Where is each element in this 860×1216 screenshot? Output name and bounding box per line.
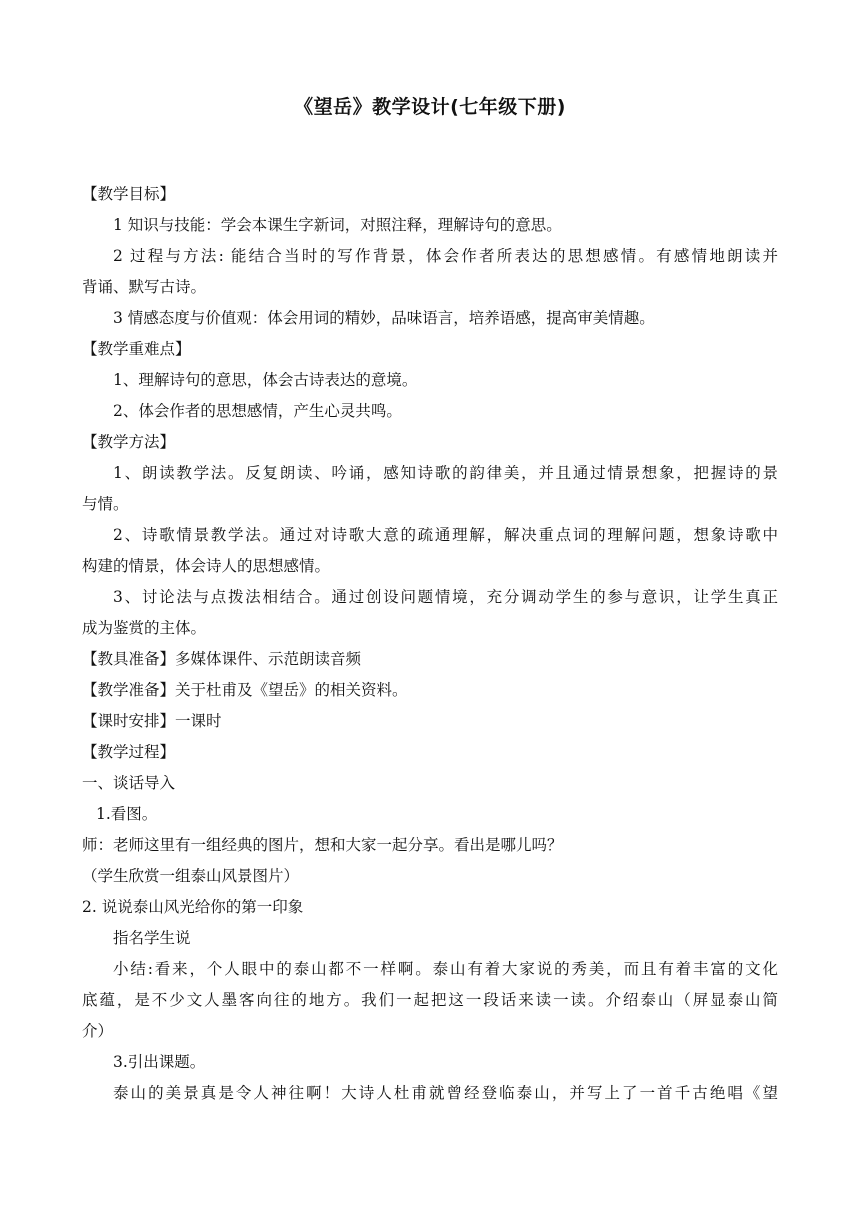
student-activity-note: （学生欣赏一组泰山风景图片） xyxy=(82,867,300,885)
key-point-1: 1、理解诗句的意思，体会古诗表达的意境。 xyxy=(113,371,418,389)
summary-paragraph-end: 介） xyxy=(82,1022,114,1040)
section-heading-process: 【教学过程】 xyxy=(82,743,176,761)
method-2: 2、诗歌情景教学法。通过对诗歌大意的疏通理解，解决重点词的理解问题，想象诗歌中 xyxy=(113,526,778,544)
section-heading-objectives: 【教学目标】 xyxy=(82,185,176,203)
method-3: 3、讨论法与点拨法相结合。通过创设问题情境，充分调动学生的参与意识，让学生真正 xyxy=(113,588,778,606)
teaching-preparation: 【教学准备】关于杜甫及《望岳》的相关资料。 xyxy=(82,681,408,699)
process-look-picture: 1.看图。 xyxy=(96,805,158,823)
objective-process-method-cont: 背诵、默写古诗。 xyxy=(82,278,207,296)
section-heading-methods: 【教学方法】 xyxy=(82,433,176,451)
process-first-impression: 2. 说说泰山风光给你的第一印象 xyxy=(82,898,304,916)
teacher-speech: 师：老师这里有一组经典的图片，想和大家一起分享。看出是哪儿吗？ xyxy=(82,836,563,854)
summary-paragraph: 小结:看来，个人眼中的泰山都不一样啊。泰山有着大家说的秀美，而且有着丰富的文化 xyxy=(113,960,778,978)
objective-knowledge-skills: 1 知识与技能：学会本课生字新词，对照注释，理解诗句的意思。 xyxy=(113,216,562,234)
class-schedule: 【课时安排】一课时 xyxy=(82,712,222,730)
call-students: 指名学生说 xyxy=(113,929,191,947)
process-step-intro: 一、谈话导入 xyxy=(82,774,176,792)
method-1: 1、朗读教学法。反复朗读、吟诵，感知诗歌的韵律美，并且通过情景想象，把握诗的景 xyxy=(113,464,778,482)
teaching-aids: 【教具准备】多媒体课件、示范朗读音频 xyxy=(82,650,362,668)
document-body xyxy=(82,179,778,1109)
section-heading-key-points: 【教学重难点】 xyxy=(82,340,191,358)
objective-emotion-values: 3 情感态度与价值观：体会用词的精妙，品味语言，培养语感，提高审美情趣。 xyxy=(113,309,655,327)
topic-paragraph: 泰山的美景真是令人神往啊！大诗人杜甫就曾经登临泰山，并写上了一首千古绝唱《望 xyxy=(113,1084,778,1102)
method-3-cont: 成为鉴赏的主体。 xyxy=(82,619,207,637)
document-title: 《望岳》教学设计(七年级下册) xyxy=(294,96,566,118)
objective-process-method: 2 过程与方法: 能结合当时的写作背景，体会作者所表达的思想感情。有感情地朗读并 xyxy=(113,247,778,265)
key-point-2: 2、体会作者的思想感情，产生心灵共鸣。 xyxy=(113,402,402,420)
method-1-cont: 与情。 xyxy=(82,495,129,513)
process-introduce-topic: 3.引出课题。 xyxy=(113,1053,206,1071)
method-2-cont: 构建的情景，体会诗人的思想感情。 xyxy=(82,557,331,575)
summary-paragraph-cont: 底蕴，是不少文人墨客向往的地方。我们一起把这一段话来读一读。介绍泰山（屏显泰山简 xyxy=(82,991,778,1009)
